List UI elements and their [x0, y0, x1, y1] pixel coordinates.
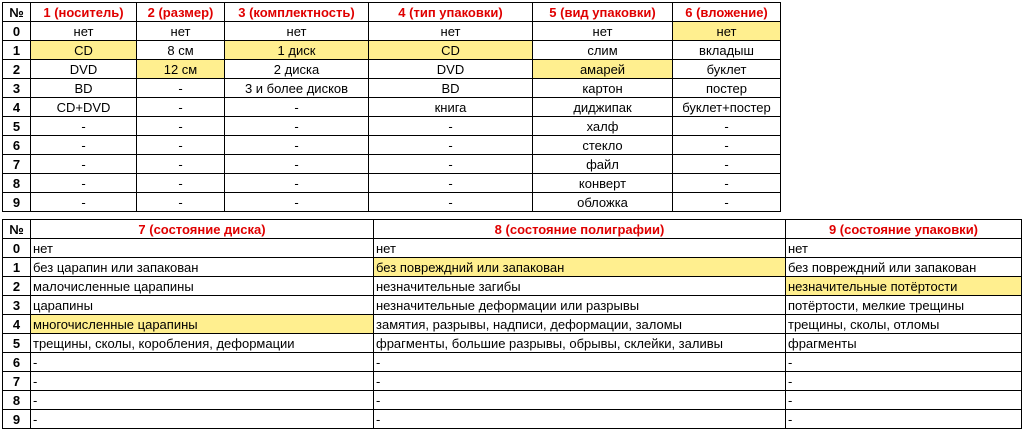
cell-highlighted: 12 см [137, 60, 225, 79]
cell-highlighted: амарей [533, 60, 673, 79]
col-header-number: № [3, 3, 31, 22]
cell: конверт [533, 174, 673, 193]
row-number: 8 [3, 391, 31, 410]
cell: трещины, сколы, коробления, деформации [31, 334, 374, 353]
col-header-3: 3 (комплектность) [225, 3, 369, 22]
cell: - [369, 174, 533, 193]
cell-highlighted: CD [369, 41, 533, 60]
cell: BD [31, 79, 137, 98]
cell: диджипак [533, 98, 673, 117]
cell: - [225, 136, 369, 155]
cell: - [137, 136, 225, 155]
cell: - [31, 117, 137, 136]
row-number: 5 [3, 117, 31, 136]
cell: - [225, 98, 369, 117]
cell: незначительные загибы [374, 277, 786, 296]
table-row [3, 60, 781, 79]
cell: 2 диска [225, 60, 369, 79]
cell: - [225, 193, 369, 212]
cell: - [369, 117, 533, 136]
cell: халф [533, 117, 673, 136]
cell: - [369, 155, 533, 174]
cell: без царапин или запакован [31, 258, 374, 277]
cell: - [369, 136, 533, 155]
cell: - [225, 174, 369, 193]
cell: стекло [533, 136, 673, 155]
cell: - [374, 410, 786, 429]
table-row [3, 391, 1022, 410]
row-number: 2 [3, 277, 31, 296]
cell: - [31, 155, 137, 174]
table-row [3, 296, 1022, 315]
row-number: 7 [3, 155, 31, 174]
cell: - [31, 391, 374, 410]
cell: нет [374, 239, 786, 258]
cell: - [673, 117, 781, 136]
cell: замятия, разрывы, надписи, деформации, заломы [374, 315, 786, 334]
cell: 3 и более дисков [225, 79, 369, 98]
cell: нет [31, 239, 374, 258]
cell: - [673, 155, 781, 174]
col-header-4: 4 (тип упаковки) [369, 3, 533, 22]
cell: DVD [369, 60, 533, 79]
cell: незначительные деформации или разрывы [374, 296, 786, 315]
cell: малочисленные царапины [31, 277, 374, 296]
cell: нет [369, 22, 533, 41]
col-header-6: 6 (вложение) [673, 3, 781, 22]
cell: нет [786, 239, 1022, 258]
cell: - [31, 136, 137, 155]
cell: - [31, 410, 374, 429]
table-row [3, 136, 781, 155]
cell: - [137, 79, 225, 98]
cell: - [137, 117, 225, 136]
cell: буклет+постер [673, 98, 781, 117]
cell: фрагменты, большие разрывы, обрывы, склейки, заливы [374, 334, 786, 353]
cell-highlighted: нет [673, 22, 781, 41]
cell-highlighted: CD [31, 41, 137, 60]
cell: - [786, 391, 1022, 410]
cell: BD [369, 79, 533, 98]
table-row [3, 315, 1022, 334]
cell: - [137, 98, 225, 117]
row-number: 1 [3, 41, 31, 60]
row-number: 4 [3, 98, 31, 117]
row-number: 9 [3, 410, 31, 429]
row-number: 6 [3, 353, 31, 372]
cell: книга [369, 98, 533, 117]
table-row [3, 79, 781, 98]
cell: нет [225, 22, 369, 41]
cell: потёртости, мелкие трещины [786, 296, 1022, 315]
cell-highlighted: незначительные потёртости [786, 277, 1022, 296]
cell: - [673, 174, 781, 193]
row-number: 3 [3, 296, 31, 315]
table-row [3, 353, 1022, 372]
row-number: 5 [3, 334, 31, 353]
cell: файл [533, 155, 673, 174]
col-header-9: 9 (состояние упаковки) [786, 220, 1022, 239]
cell: вкладыш [673, 41, 781, 60]
cell: нет [533, 22, 673, 41]
cell: - [786, 372, 1022, 391]
cell: CD+DVD [31, 98, 137, 117]
cell: без повреждний или запакован [786, 258, 1022, 277]
table-row [3, 239, 1022, 258]
cell: буклет [673, 60, 781, 79]
cell: - [31, 372, 374, 391]
col-header-1: 1 (носитель) [31, 3, 137, 22]
cell: постер [673, 79, 781, 98]
table-row [3, 155, 781, 174]
table-row [3, 174, 781, 193]
cell: - [374, 391, 786, 410]
cell: - [225, 155, 369, 174]
cell: - [137, 193, 225, 212]
table-row [3, 193, 781, 212]
table-row [3, 334, 1022, 353]
cell-highlighted: 1 диск [225, 41, 369, 60]
col-header-8: 8 (состояние полиграфии) [374, 220, 786, 239]
table-row [3, 22, 781, 41]
table-row [3, 277, 1022, 296]
row-number: 8 [3, 174, 31, 193]
table-row [3, 117, 781, 136]
cell: нет [31, 22, 137, 41]
cell: картон [533, 79, 673, 98]
cell: DVD [31, 60, 137, 79]
cell: - [374, 372, 786, 391]
table-disc-properties [2, 2, 781, 212]
cell: - [225, 117, 369, 136]
cell-highlighted: многочисленные царапины [31, 315, 374, 334]
cell: 8 см [137, 41, 225, 60]
cell: - [31, 174, 137, 193]
row-number: 6 [3, 136, 31, 155]
col-header-number: № [3, 220, 31, 239]
cell: нет [137, 22, 225, 41]
cell: слим [533, 41, 673, 60]
row-number: 7 [3, 372, 31, 391]
table-row [3, 258, 1022, 277]
header-row [3, 3, 781, 22]
header-row [3, 220, 1022, 239]
row-number: 0 [3, 22, 31, 41]
cell: - [673, 193, 781, 212]
cell: - [137, 174, 225, 193]
row-number: 2 [3, 60, 31, 79]
col-header-7: 7 (состояние диска) [31, 220, 374, 239]
cell: - [374, 353, 786, 372]
row-number: 3 [3, 79, 31, 98]
table-condition [2, 219, 1022, 429]
cell: - [31, 353, 374, 372]
cell: - [786, 353, 1022, 372]
cell: трещины, сколы, отломы [786, 315, 1022, 334]
cell: - [137, 155, 225, 174]
col-header-2: 2 (размер) [137, 3, 225, 22]
cell: фрагменты [786, 334, 1022, 353]
row-number: 0 [3, 239, 31, 258]
cell: - [786, 410, 1022, 429]
cell-highlighted: без повреждний или запакован [374, 258, 786, 277]
cell: царапины [31, 296, 374, 315]
table-row [3, 410, 1022, 429]
row-number: 4 [3, 315, 31, 334]
row-number: 9 [3, 193, 31, 212]
table-row [3, 41, 781, 60]
cell: - [31, 193, 137, 212]
col-header-5: 5 (вид упаковки) [533, 3, 673, 22]
row-number: 1 [3, 258, 31, 277]
cell: обложка [533, 193, 673, 212]
table-row [3, 372, 1022, 391]
cell: - [673, 136, 781, 155]
cell: - [369, 193, 533, 212]
table-row [3, 98, 781, 117]
